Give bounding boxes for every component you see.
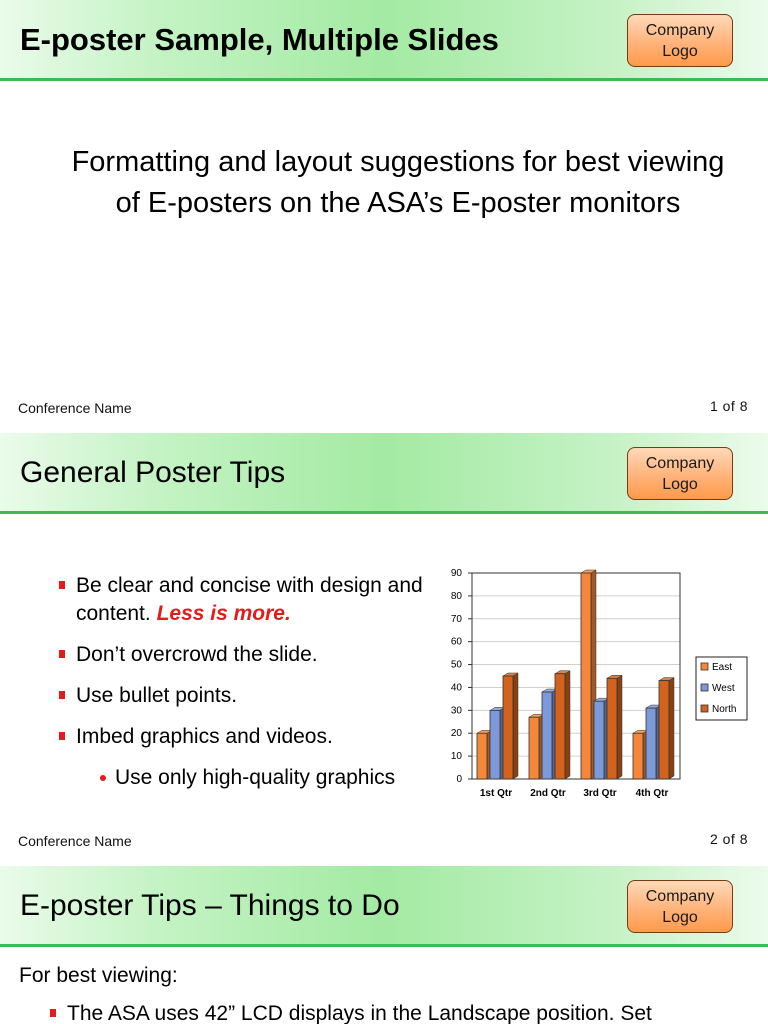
bullet-marker — [59, 732, 65, 740]
company-logo: Company Logo — [627, 447, 733, 500]
slide-title: E-poster Sample, Multiple Slides — [20, 22, 499, 57]
bullet-emphasis: Less is more. — [156, 602, 291, 625]
y-tick-label: 60 — [450, 636, 462, 648]
slide-2 — [0, 433, 768, 866]
bullet-marker — [59, 581, 65, 589]
y-tick-label: 0 — [456, 774, 462, 785]
slide-subtitle: Formatting and layout suggestions for best viewing of E-posters on the ASA’s E-poster monitors — [71, 146, 725, 219]
y-tick-label: 90 — [450, 568, 462, 579]
bullet-text: The ASA uses 42” LCD displays in the Landscape position. Set — [67, 1002, 652, 1024]
y-tick-label: 80 — [450, 590, 462, 602]
header-divider — [0, 511, 768, 514]
header-divider — [0, 78, 768, 81]
legend-swatch — [701, 684, 708, 691]
page-total: of 8 — [722, 398, 748, 414]
bar-side — [617, 675, 622, 779]
bar — [594, 701, 604, 779]
company-logo: Company Logo — [627, 880, 733, 933]
x-tick-label: 4th Qtr — [635, 788, 669, 799]
sub-bullet-item — [57, 764, 436, 792]
bar — [633, 733, 643, 779]
slide-title: E-poster Tips – Things to Do — [20, 889, 400, 922]
legend-swatch — [701, 705, 708, 712]
bullet-marker — [50, 1009, 56, 1017]
intro-text: For best viewing: — [19, 964, 178, 987]
bullet-text: Imbed graphics and videos. — [76, 725, 333, 748]
bar-chart — [440, 566, 760, 806]
page-number — [710, 831, 748, 847]
bullet-item — [57, 572, 436, 628]
x-tick-label: 1st Qtr — [479, 788, 513, 799]
bullet-text: Don’t overcrowd the slide. — [76, 643, 318, 666]
y-tick-label: 30 — [450, 705, 462, 717]
y-tick-label: 20 — [450, 728, 462, 740]
bullet-list — [57, 572, 436, 792]
slide-title: General Poster Tips — [20, 456, 286, 489]
footer-conference-name: Conference Name — [18, 400, 132, 416]
legend-swatch — [701, 663, 708, 670]
bullet-text: Be clear and concise with design and content. — [76, 574, 423, 625]
x-tick-label: 2nd Qtr — [530, 788, 566, 799]
footer-conference-name: Conference Name — [18, 833, 132, 849]
page-total: of 8 — [722, 831, 748, 847]
slide-1 — [0, 0, 768, 433]
slide-3 — [0, 866, 768, 1024]
legend-label: West — [712, 683, 735, 694]
bar — [503, 676, 513, 779]
bar-side — [669, 678, 674, 779]
x-tick-label: 3rd Qtr — [583, 788, 617, 799]
y-tick-label: 40 — [450, 682, 462, 694]
bar — [490, 710, 500, 779]
bullet-item — [57, 682, 436, 710]
legend-label: North — [712, 704, 737, 715]
bullet-marker — [59, 650, 65, 658]
bar — [477, 733, 487, 779]
y-tick-label: 50 — [450, 659, 462, 671]
bar — [529, 717, 539, 779]
page-current: 2 — [709, 831, 719, 847]
header-divider — [0, 944, 768, 947]
bullet-marker — [59, 691, 65, 699]
y-tick-label: 10 — [450, 751, 462, 763]
bar — [581, 573, 591, 779]
bullet-text: Use bullet points. — [76, 684, 238, 707]
bar-side — [513, 673, 518, 779]
company-logo: Company Logo — [627, 14, 733, 67]
bar — [659, 681, 669, 779]
legend-label: East — [712, 662, 733, 673]
bar — [555, 674, 565, 779]
bullet-item — [48, 1000, 652, 1024]
bullet-item — [57, 723, 436, 751]
bar — [542, 692, 552, 779]
y-tick-label: 70 — [450, 613, 462, 625]
sub-bullet-marker — [100, 775, 106, 781]
bullet-item — [57, 641, 436, 669]
bar-side — [565, 671, 570, 779]
page-current: 1 — [709, 398, 719, 414]
page-number — [710, 398, 748, 414]
bar — [646, 708, 656, 779]
bar — [607, 678, 617, 779]
sub-bullet-text: Use only high-quality graphics — [115, 766, 396, 789]
